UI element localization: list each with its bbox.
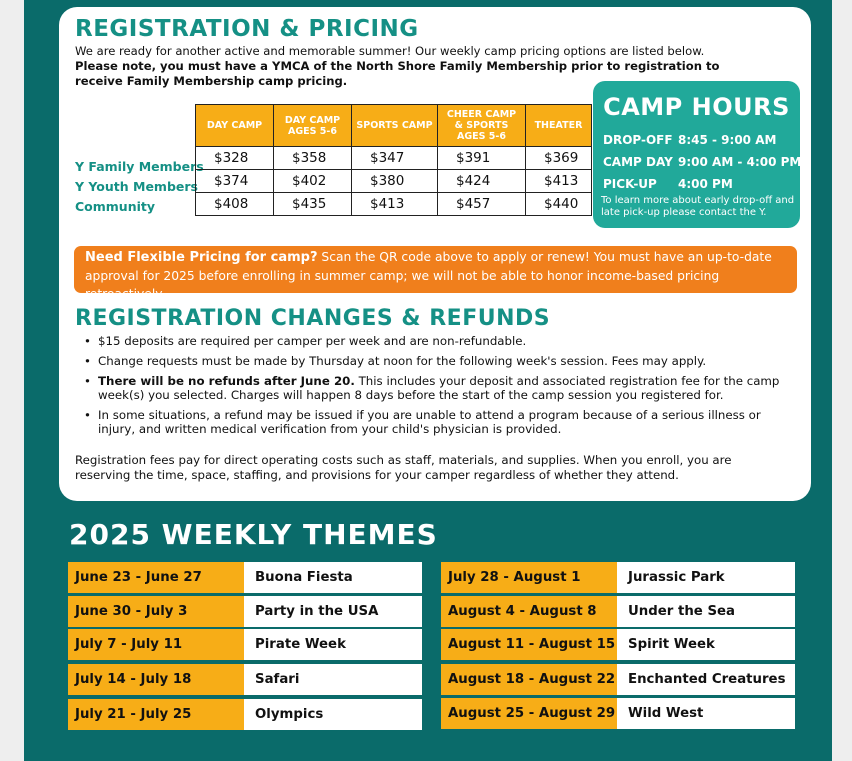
hours-value: 8:45 - 9:00 AM xyxy=(678,133,777,147)
theme-dates: July 21 - July 25 xyxy=(68,699,244,730)
theme-row xyxy=(68,664,422,695)
registration-title: REGISTRATION & PRICING xyxy=(75,16,419,42)
theme-dates: August 11 - August 15 xyxy=(441,629,617,660)
changes-title: REGISTRATION CHANGES & REFUNDS xyxy=(75,306,551,331)
theme-row xyxy=(68,596,422,627)
camp-hours-title: CAMP HOURS xyxy=(603,93,790,121)
theme-dates: July 14 - July 18 xyxy=(68,664,244,695)
header-theater: THEATER xyxy=(526,105,592,147)
theme-name: Spirit Week xyxy=(617,629,795,660)
bullet-no-refunds xyxy=(80,374,792,402)
price-cell: $402 xyxy=(274,170,352,193)
theme-name: Pirate Week xyxy=(244,629,422,660)
price-cell: $408 xyxy=(196,193,274,216)
theme-dates: July 7 - July 11 xyxy=(68,629,244,660)
flexible-heading: Need Flexible Pricing for camp? xyxy=(85,250,318,265)
price-cell: $380 xyxy=(352,170,438,193)
hours-label: PICK-UP xyxy=(603,177,657,191)
price-cell: $457 xyxy=(438,193,526,216)
membership-note: Please note, you must have a YMCA of the North Shore Family Membership prior to registration to receive Family Membership camp pricing. xyxy=(75,59,720,88)
hours-row-pickup xyxy=(603,177,733,191)
price-cell: $424 xyxy=(438,170,526,193)
theme-row xyxy=(68,629,422,660)
theme-row xyxy=(441,562,795,593)
theme-name: Buona Fiesta xyxy=(244,562,422,593)
row-label-community: Community xyxy=(75,199,156,214)
bullet-illness-refund: • In some situations, a refund may be issued if you are unable to attend a program because of a serious illness or injury, and written medical verification from your child's physician is provided. xyxy=(80,408,792,436)
header-cheer-camp: CHEER CAMP & SPORTS AGES 5-6 xyxy=(438,105,526,147)
row-label-family: Y Family Members xyxy=(75,159,204,174)
bullet-deposit: • $15 deposits are required per camper per week and are non-refundable. xyxy=(80,334,792,348)
pricing-header-row xyxy=(196,105,592,147)
hours-note: To learn more about early drop-off and late pick-up please contact the Y. xyxy=(601,195,795,218)
weekly-themes-title: 2025 WEEKLY THEMES xyxy=(69,518,438,551)
hours-label: DROP-OFF xyxy=(603,133,673,147)
price-cell: $413 xyxy=(526,170,592,193)
theme-row xyxy=(68,562,422,593)
flexible-pricing-banner xyxy=(74,246,797,301)
camp-hours-box xyxy=(593,81,800,228)
theme-row xyxy=(441,698,795,729)
price-cell: $369 xyxy=(526,147,592,170)
theme-row xyxy=(441,629,795,660)
pricing-row-youth xyxy=(196,170,592,193)
price-cell: $435 xyxy=(274,193,352,216)
bullet-change-requests: • Change requests must be made by Thursday at noon for the following week's session. Fees may apply. xyxy=(80,354,792,368)
flexible-text: Scan the QR code above to apply or renew! You must have an up-to-date approval for 2025 before enrolling in summer camp; we will not be able to honor income-based pricing retroactively. xyxy=(85,250,772,301)
no-refunds-rest: This includes your deposit and associated registration fee for the camp week(s) you selected. Charges will happen 8 days before the start of the camp session you registered for. xyxy=(98,374,780,402)
header-day-camp: DAY CAMP xyxy=(196,105,274,147)
theme-name: Safari xyxy=(244,664,422,695)
theme-name: Under the Sea xyxy=(617,596,795,627)
theme-name: Jurassic Park xyxy=(617,562,795,593)
theme-dates: August 18 - August 22 xyxy=(441,664,617,695)
theme-dates: July 28 - August 1 xyxy=(441,562,617,593)
price-cell: $374 xyxy=(196,170,274,193)
price-cell: $413 xyxy=(352,193,438,216)
hours-row-campday xyxy=(603,155,802,169)
pricing-row-community xyxy=(196,193,592,216)
hours-row-dropoff xyxy=(603,133,777,147)
price-cell: $358 xyxy=(274,147,352,170)
theme-name: Olympics xyxy=(244,699,422,730)
hours-label: CAMP DAY xyxy=(603,155,673,169)
price-cell: $328 xyxy=(196,147,274,170)
theme-row xyxy=(68,699,422,730)
refund-bullet-list xyxy=(80,334,792,442)
price-cell: $347 xyxy=(352,147,438,170)
price-cell: $440 xyxy=(526,193,592,216)
pricing-table xyxy=(195,104,592,216)
row-label-youth: Y Youth Members xyxy=(75,179,198,194)
theme-dates: August 4 - August 8 xyxy=(441,596,617,627)
no-refunds-bold: There will be no refunds after June 20. xyxy=(98,374,355,388)
header-sports-camp: SPORTS CAMP xyxy=(352,105,438,147)
theme-row xyxy=(441,596,795,627)
header-day-camp-5-6: DAY CAMP AGES 5-6 xyxy=(274,105,352,147)
theme-name: Wild West xyxy=(617,698,795,729)
theme-dates: June 30 - July 3 xyxy=(68,596,244,627)
theme-name: Enchanted Creatures xyxy=(617,664,795,695)
theme-dates: June 23 - June 27 xyxy=(68,562,244,593)
price-cell: $391 xyxy=(438,147,526,170)
theme-name: Party in the USA xyxy=(244,596,422,627)
hours-value: 4:00 PM xyxy=(678,177,733,191)
theme-dates: August 25 - August 29 xyxy=(441,698,617,729)
hours-value: 9:00 AM - 4:00 PM xyxy=(678,155,802,169)
theme-row xyxy=(441,664,795,695)
pricing-row-family xyxy=(196,147,592,170)
fees-paragraph: Registration fees pay for direct operating costs such as staff, materials, and supplies. When you enroll, you are reserving the time, space, staffing, and provisions for your camper regardless of whether they attend. xyxy=(75,453,732,482)
intro-line: We are ready for another active and memorable summer! Our weekly camp pricing options are listed below. xyxy=(75,44,705,58)
